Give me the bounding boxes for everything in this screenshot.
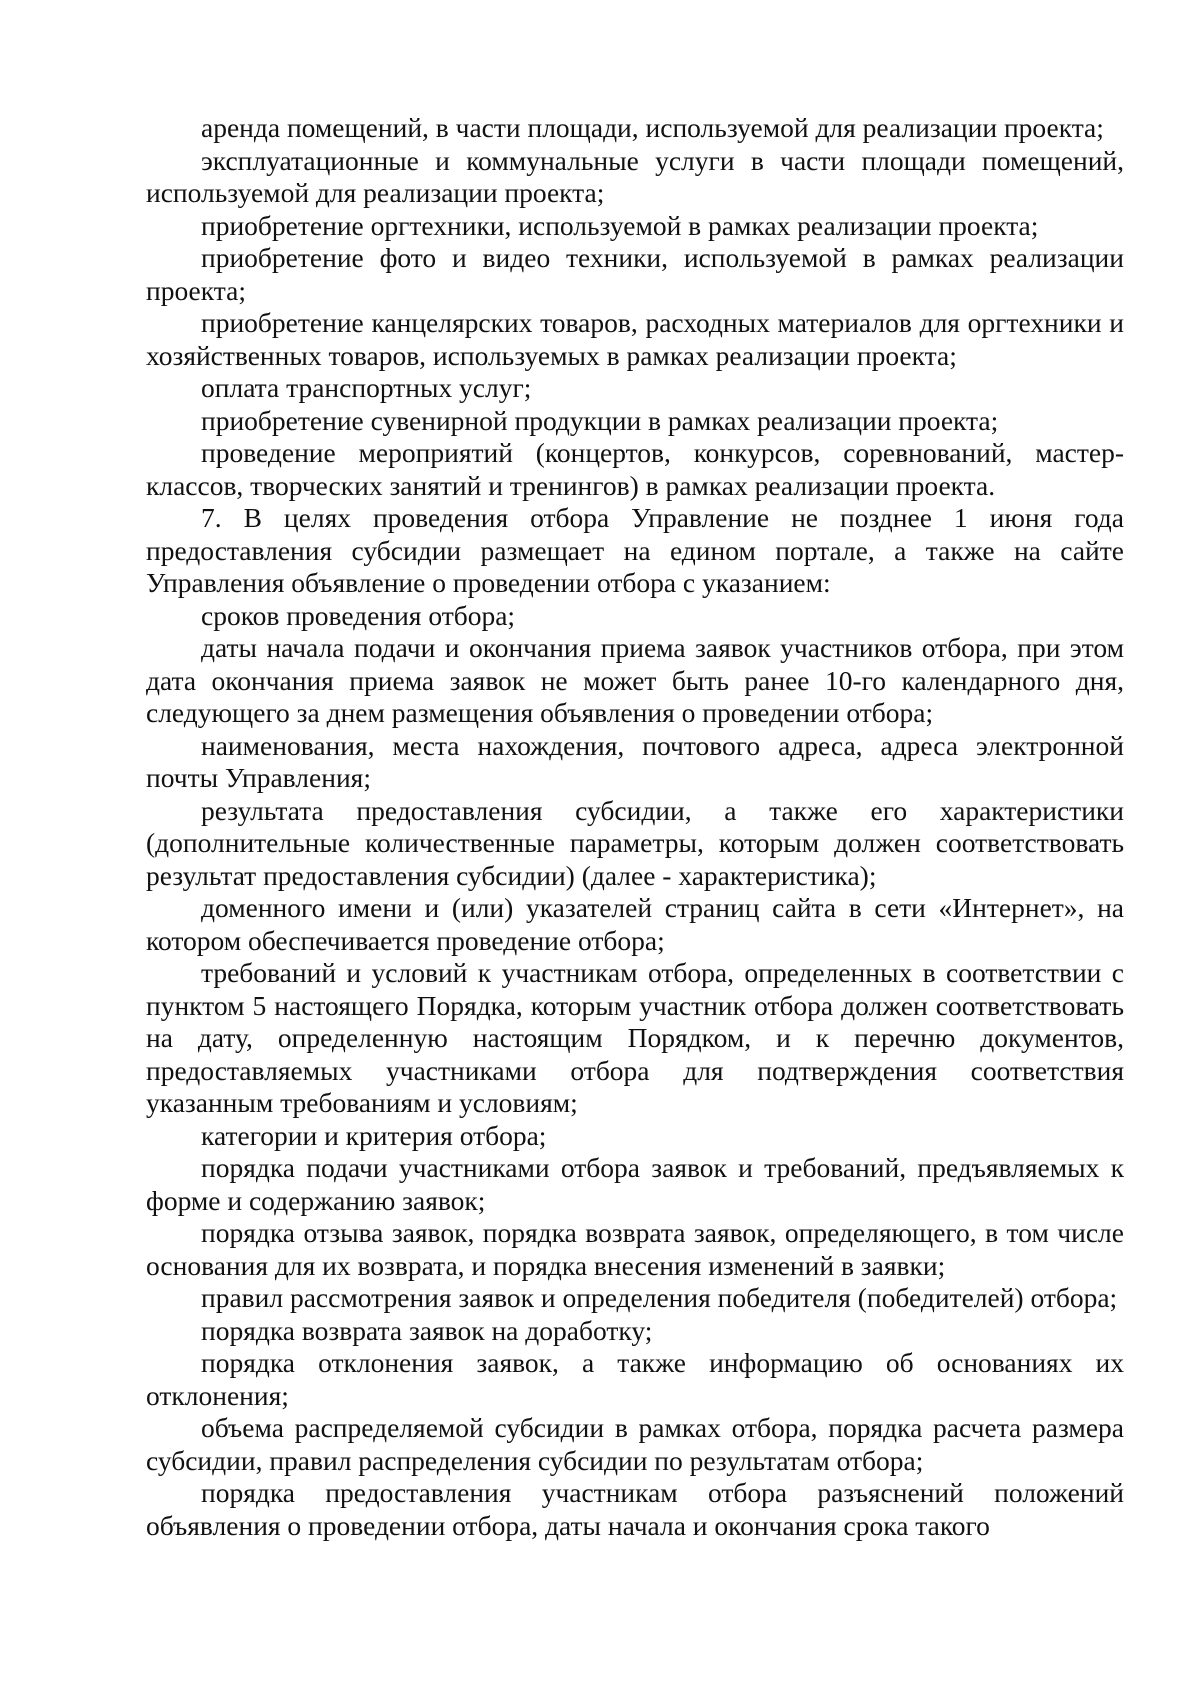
paragraph-review-rules: правил рассмотрения заявок и определения победителя (победителей) отбора; bbox=[201, 1282, 1118, 1313]
paragraph-subsidy-volume: объема распределяемой субсидии в рамках отбора, порядка расчета размера субсидии, правил распределения субсидии по результатам отбора; bbox=[146, 1412, 1124, 1476]
paragraph-contacts: наименования, места нахождения, почтового адреса, адреса электронной почты Управления; bbox=[146, 729, 1124, 793]
paragraph-events: проведение мероприятий (концертов, конкурсов, соревнований, мастер-классов, творческих занятий и тренингов) в рамках реализации проекта. bbox=[146, 437, 1124, 501]
paragraph-submission-order: порядка подачи участниками отбора заявок и требований, предъявляемых к форме и содержанию заявок; bbox=[146, 1152, 1124, 1216]
paragraph-photo-video: приобретение фото и видео техники, используемой в рамках реализации проекта; bbox=[146, 242, 1124, 306]
paragraph-return-for-revision: порядка возврата заявок на доработку; bbox=[201, 1314, 653, 1346]
paragraph-application-dates: даты начала подачи и окончания приема заявок участников отбора, при этом дата окончания приема заявок не может быть ранее 10-го календарного дня, следующего за днем размещения объявления о проведении отбора; bbox=[146, 632, 1124, 728]
paragraph-withdrawal: порядка отзыва заявок, порядка возврата заявок, определяющего, в том числе основания для их возврата, и порядка внесения изменений в заявки; bbox=[146, 1217, 1124, 1281]
paragraph-utilities: эксплуатационные и коммунальные услуги в части площади помещений, используемой для реализации проекта; bbox=[146, 144, 1124, 208]
paragraph-transport: оплата транспортных услуг; bbox=[201, 372, 532, 403]
paragraph-rent: аренда помещений, в части площади, используемой для реализации проекта; bbox=[201, 112, 1104, 143]
paragraph-requirements: требований и условий к участникам отбора, определенных в соответствии с пунктом 5 настоящего Порядка, которым участник отбора должен соответствовать на дату, определенную настоящим Порядком, и к перечню документов, предоставляемых участниками отбора для подтверждения соответствия указанным требованиям и условиям; bbox=[146, 957, 1124, 1118]
paragraph-rejection: порядка отклонения заявок, а также информацию об основаниях их отклонения; bbox=[146, 1347, 1124, 1411]
paragraph-office-equipment: приобретение оргтехники, используемой в рамках реализации проекта; bbox=[201, 209, 1039, 241]
paragraph-souvenirs: приобретение сувенирной продукции в рамках реализации проекта; bbox=[201, 404, 999, 436]
paragraph-stationery: приобретение канцелярских товаров, расходных материалов для оргтехники и хозяйственных товаров, используемых в рамках реализации проекта; bbox=[146, 307, 1124, 371]
paragraph-domain: доменного имени и (или) указателей страниц сайта в сети «Интернет», на котором обеспечивается проведение отбора; bbox=[146, 892, 1124, 956]
paragraph-result: результата предоставления субсидии, а также его характеристики (дополнительные количественные параметры, которым должен соответствовать результат предоставления субсидии) (далее - характеристика); bbox=[146, 794, 1124, 891]
paragraph-category: категории и критерия отбора; bbox=[201, 1119, 547, 1151]
document-body bbox=[146, 112, 1124, 1542]
paragraph-clarifications: порядка предоставления участникам отбора разъяснений положений объявления о проведении отбора, даты начала и окончания срока такого bbox=[146, 1477, 1124, 1541]
paragraph-section-7: 7. В целях проведения отбора Управление не позднее 1 июня года предоставления субсидии размещает на едином портале, а также на сайте Управления объявление о проведении отбора с указанием: bbox=[146, 502, 1124, 598]
paragraph-selection-dates: сроков проведения отбора; bbox=[201, 599, 516, 631]
